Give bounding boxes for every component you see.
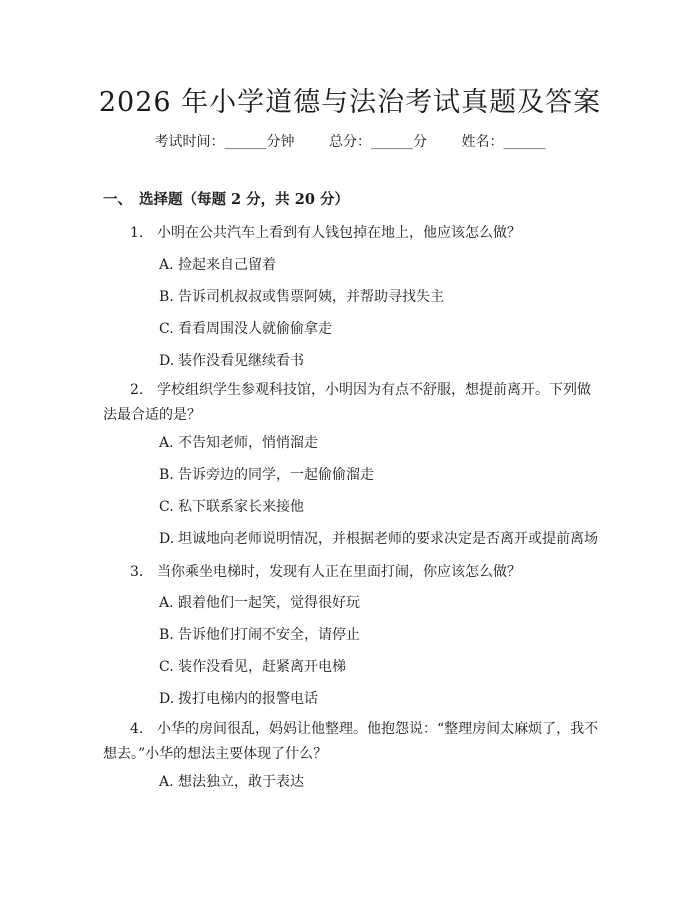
option-letter: D. — [159, 531, 175, 547]
option-text: 装作没看见继续看书 — [178, 353, 304, 369]
student-name-field: 姓名：______ — [461, 134, 546, 150]
section-title: 选择题（每题 2 分，共 20 分） — [139, 191, 349, 208]
q1-option-b — [159, 287, 444, 307]
option-text: 拨打电梯内的报警电话 — [178, 691, 318, 707]
q4-option-a — [159, 772, 304, 792]
question-number: 2. — [130, 382, 144, 398]
q2-option-b — [159, 465, 374, 485]
question-text: 小华的房间很乱，妈妈让他整理。他抱怨说：“整理房间太麻烦了，我不想去。”小华的想法主要体现了什么？ — [103, 721, 599, 762]
option-text: 告诉旁边的同学，一起偷偷溜走 — [178, 467, 374, 483]
question-4 — [103, 717, 601, 767]
option-letter: A. — [159, 774, 174, 790]
option-letter: A. — [159, 435, 174, 451]
option-text: 跟着他们一起笑，觉得很好玩 — [178, 595, 360, 611]
exam-meta — [0, 131, 700, 151]
option-text: 捡起来自己留着 — [178, 257, 276, 273]
q2-option-d — [159, 529, 598, 549]
option-letter: D. — [159, 353, 175, 369]
option-text: 告诉他们打闹不安全，请停止 — [178, 627, 360, 643]
question-text: 学校组织学生参观科技馆，小明因为有点不舒服，想提前离开。下列做法最合适的是？ — [103, 382, 591, 423]
option-letter: C. — [159, 321, 174, 337]
question-text: 当你乘坐电梯时，发现有人正在里面打闹，你应该怎么做？ — [157, 564, 521, 580]
option-letter: A. — [159, 595, 174, 611]
option-letter: D. — [159, 691, 175, 707]
question-number: 3. — [130, 564, 144, 580]
page-title: 2026 年小学道德与法治考试真题及答案 — [98, 87, 602, 118]
option-letter: C. — [159, 659, 174, 675]
option-text: 装作没看见，赶紧离开电梯 — [178, 659, 346, 675]
option-letter: C. — [159, 499, 174, 515]
option-text: 告诉司机叔叔或售票阿姨，并帮助寻找失主 — [178, 289, 444, 305]
option-letter: A. — [159, 257, 174, 273]
option-letter: B. — [159, 289, 174, 305]
q1-option-d — [159, 351, 304, 371]
question-text: 小明在公共汽车上看到有人钱包掉在地上，他应该怎么做？ — [157, 225, 521, 241]
q3-option-d — [159, 689, 318, 709]
question-2 — [103, 378, 601, 428]
option-text: 不告知老师，悄悄溜走 — [178, 435, 318, 451]
q1-option-c — [159, 319, 332, 339]
exam-time-field: 考试时间：______分钟 — [154, 134, 295, 150]
option-text: 坦诚地向老师说明情况，并根据老师的要求决定是否离开或提前离场 — [178, 531, 598, 547]
q3-option-b — [159, 625, 360, 645]
option-text: 想法独立，敢于表达 — [178, 774, 304, 790]
option-letter: B. — [159, 627, 174, 643]
section-heading — [103, 188, 349, 209]
q2-option-a — [159, 433, 318, 453]
question-3 — [130, 560, 521, 585]
q2-option-c — [159, 497, 304, 517]
q3-option-c — [159, 657, 346, 677]
q3-option-a — [159, 593, 360, 613]
section-number: 一、 — [103, 191, 132, 208]
option-letter: B. — [159, 467, 174, 483]
question-number: 4. — [130, 721, 144, 737]
option-text: 私下联系家长来接他 — [178, 499, 304, 515]
question-number: 1. — [130, 225, 144, 241]
option-text: 看看周围没人就偷偷拿走 — [178, 321, 332, 337]
total-score-field: 总分：______分 — [329, 134, 427, 150]
q1-option-a — [159, 255, 276, 275]
question-1 — [130, 221, 521, 246]
